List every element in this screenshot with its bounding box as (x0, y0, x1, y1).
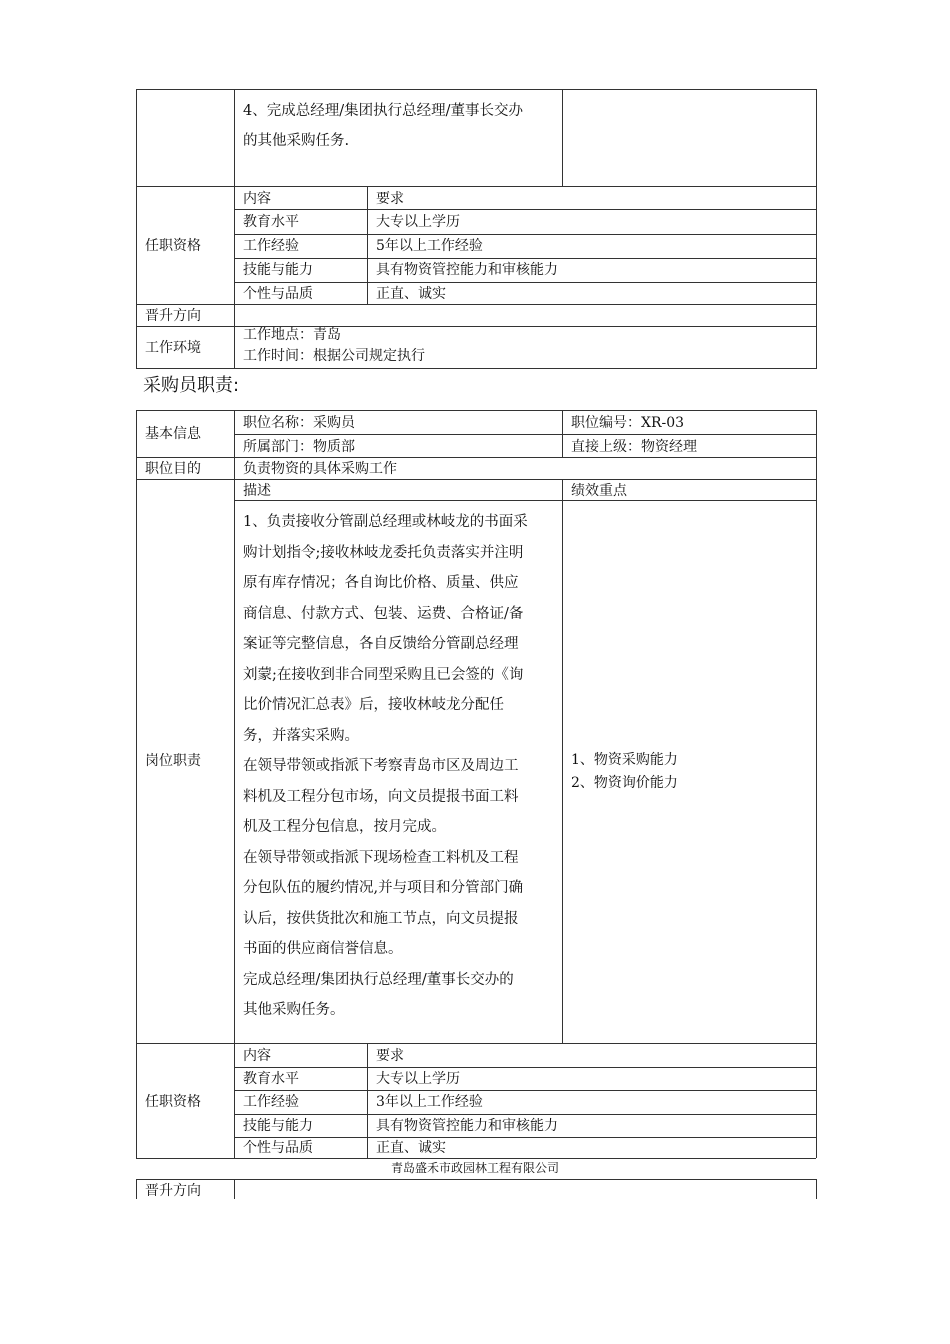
description-header: 描述 (243, 483, 271, 499)
table-border (136, 479, 816, 480)
section-title: 采购员职责: (143, 375, 240, 396)
kpi-header: 绩效重点 (571, 483, 627, 499)
supervisor: 直接上级：物资经理 (571, 439, 697, 455)
duty-line: 在领导带领或指派下现场检查工料机及工程 (243, 849, 519, 866)
duty-line: 书面的供应商信誉信息。 (243, 941, 403, 957)
qualification-label: 任职资格 (145, 1094, 201, 1110)
qual-header-requirement: 要求 (376, 191, 404, 207)
qual-requirement: 具有物资管控能力和审核能力 (376, 1118, 558, 1134)
qual-requirement: 具有物资管控能力和审核能力 (376, 262, 558, 278)
promotion-label: 晋升方向 (145, 1183, 201, 1199)
table-border (136, 89, 137, 369)
qual-requirement: 大专以上学历 (376, 214, 460, 230)
qual-requirement: 5年以上工作经验 (376, 238, 483, 254)
qual-item: 教育水平 (243, 214, 299, 230)
duty-text: 的其他采购任务. (243, 133, 350, 149)
company-footer: 青岛盛禾市政园林工程有限公司 (390, 1161, 559, 1175)
table-border (136, 1179, 137, 1199)
table-border (234, 410, 235, 1158)
table-border (234, 282, 816, 283)
table-border (234, 258, 816, 259)
qual-item: 个性与品质 (243, 286, 313, 302)
qual-header-content: 内容 (243, 191, 271, 207)
duty-line: 案证等完整信息，各自反馈给分管副总经理 (243, 636, 519, 652)
table-border (234, 1137, 816, 1138)
qual-requirement: 3年以上工作经验 (376, 1094, 483, 1110)
duty-text: 4、完成总经理/集团执行总经理/董事长交办 (243, 103, 523, 119)
position-code: 职位编号：XR-03 (571, 415, 685, 431)
duty-line: 其他采购任务。 (243, 1002, 345, 1018)
table-border (136, 89, 816, 90)
duty-line: 1、负责接收分管副总经理或林岐龙的书面采 (243, 514, 528, 530)
duty-line: 在领导带领或指派下考察青岛市区及周边工 (243, 758, 519, 774)
purpose-label: 职位目的 (145, 461, 201, 477)
table-border (562, 89, 563, 186)
purpose-text: 负责物资的具体采购工作 (243, 461, 397, 477)
duty-line: 完成总经理/集团执行总经理/董事长交办的 (243, 971, 514, 988)
table-border (562, 410, 563, 457)
qual-header-content: 内容 (243, 1048, 271, 1064)
table-border (136, 186, 816, 187)
table-border (234, 1067, 816, 1068)
qual-item: 工作经验 (243, 238, 299, 254)
basic-info-label: 基本信息 (145, 426, 201, 442)
table-border (234, 434, 816, 435)
table-border (136, 1043, 816, 1044)
qualification-label: 任职资格 (145, 238, 201, 254)
table-border (234, 1114, 816, 1115)
table-border (234, 209, 816, 210)
table-border (562, 479, 563, 1043)
table-border (367, 186, 368, 304)
table-border (234, 1090, 816, 1091)
duty-line: 比价情况汇总表》后，接收林岐龙分配任 (243, 697, 504, 713)
qual-requirement: 正直、诚实 (376, 1140, 446, 1156)
table-border (136, 1179, 816, 1180)
table-border (136, 304, 816, 305)
qual-requirement: 大专以上学历 (376, 1071, 460, 1087)
table-border (234, 500, 816, 501)
qual-header-requirement: 要求 (376, 1048, 404, 1064)
duty-line: 机及工程分包信息，按月完成。 (243, 819, 446, 835)
duty-line: 购计划指令;接收林岐龙委托负责落实并注明 (243, 544, 524, 561)
duty-line: 分包队伍的履约情况,并与项目和分管部门确 (243, 880, 524, 896)
duty-line: 认后，按供货批次和施工节点，向文员提报 (243, 910, 519, 927)
table-border (136, 410, 137, 1158)
kpi-item: 1、物资采购能力 (571, 752, 678, 768)
duty-line: 原有库存情况；各自询比价格、质量、供应 (243, 575, 519, 591)
table-border (234, 1179, 235, 1199)
table-border (136, 457, 816, 458)
qual-item: 工作经验 (243, 1094, 299, 1110)
table-border (234, 89, 235, 369)
table-border (816, 1179, 817, 1199)
qual-requirement: 正直、诚实 (376, 286, 446, 302)
table-border (816, 89, 817, 369)
environment-hours: 工作时间：根据公司规定执行 (243, 348, 425, 364)
duty-line: 料机及工程分包市场，向文员提报书面工料 (243, 788, 519, 805)
duty-line: 刘蒙;在接收到非合同型采购且已会签的《询 (243, 666, 524, 683)
table-border (136, 326, 816, 327)
table-border (136, 368, 816, 369)
duties-label: 岗位职责 (145, 753, 201, 769)
table-border (816, 410, 817, 1158)
duty-line: 商信息、付款方式、包装、运费、合格证/备 (243, 605, 524, 622)
environment-location: 工作地点：青岛 (243, 327, 341, 343)
kpi-item: 2、物资询价能力 (571, 775, 678, 791)
qual-item: 技能与能力 (243, 1118, 313, 1134)
table-border (136, 410, 816, 411)
promotion-label: 晋升方向 (145, 308, 201, 324)
qual-item: 技能与能力 (243, 262, 313, 278)
environment-label: 工作环境 (145, 340, 201, 356)
qual-item: 教育水平 (243, 1071, 299, 1087)
table-border (234, 234, 816, 235)
duty-line: 务，并落实采购。 (243, 727, 359, 744)
position-name: 职位名称：采购员 (243, 415, 355, 431)
department: 所属部门：物质部 (243, 439, 355, 455)
table-border (367, 1043, 368, 1158)
qual-item: 个性与品质 (243, 1140, 313, 1156)
